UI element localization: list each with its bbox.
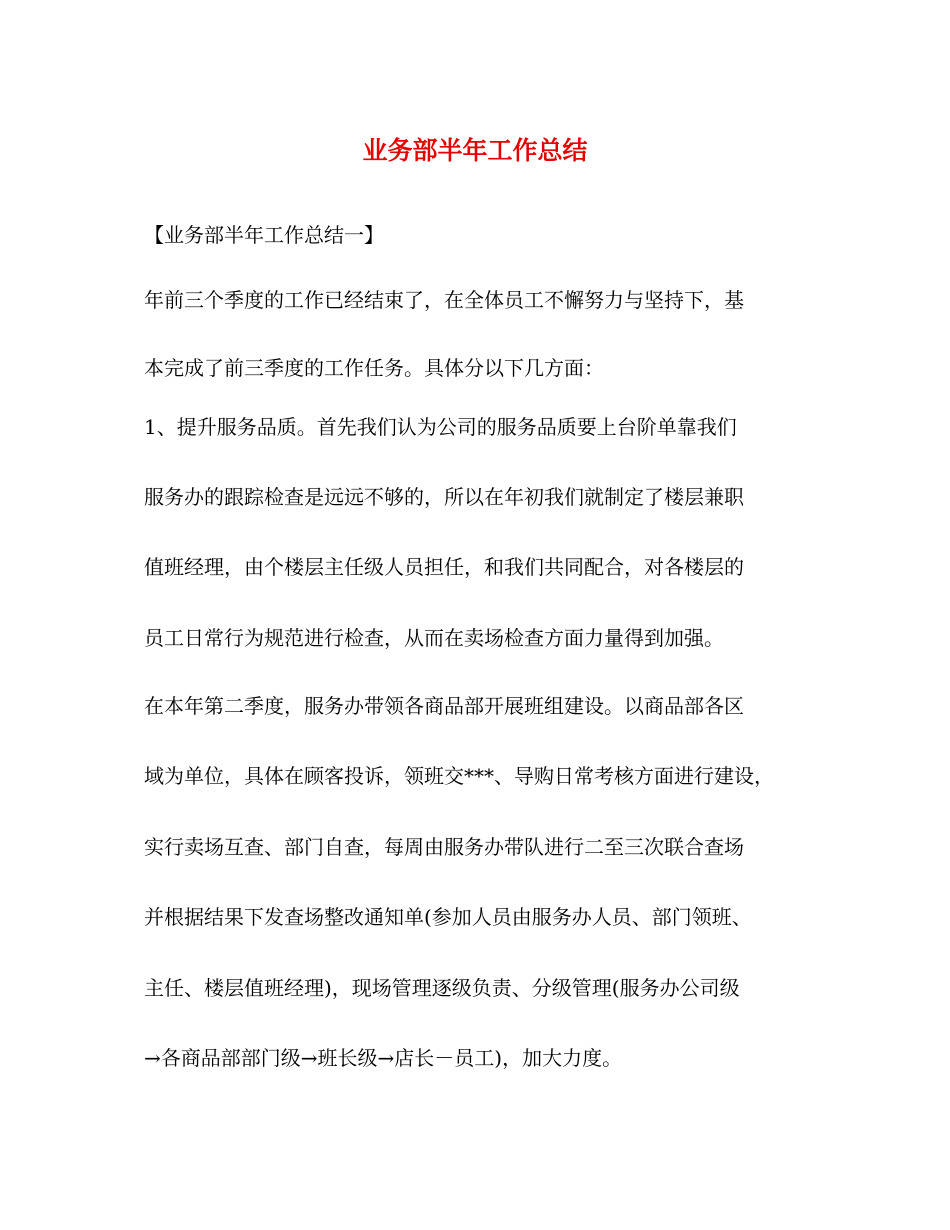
paragraph-line: 本完成了前三季度的工作任务。具体分以下几方面： [144,356,604,380]
paragraph-line: 主任、楼层值班经理)，现场管理逐级负责、分级管理(服务办公司级 [144,976,740,1000]
paragraph-line: 值班经理，由个楼层主任级人员担任，和我们共同配合，对各楼层的 [144,555,744,579]
paragraph-line: 并根据结果下发查场整改通知单(参加人员由服务办人员、部门领班、 [144,905,752,929]
section-heading: 【业务部半年工作总结一】 [144,223,384,247]
document-title: 业务部半年工作总结 [362,136,588,165]
paragraph-line: 年前三个季度的工作已经结束了，在全体员工不懈努力与坚持下，基 [144,288,744,312]
paragraph-line: 实行卖场互查、部门自查，每周由服务办带队进行二至三次联合查场 [144,835,744,859]
paragraph-line: 服务办的跟踪检查是远远不够的，所以在年初我们就制定了楼层兼职 [144,485,744,509]
paragraph-line: 在本年第二季度，服务办带领各商品部开展班组建设。以商品部各区 [144,694,744,718]
paragraph-line: 域为单位，具体在顾客投诉，领班交***、导购日常考核方面进行建设， [144,764,774,788]
paragraph-line: →各商品部部门级→班长级→店长－员工)，加大力度。 [144,1046,623,1070]
paragraph-line: 员工日常行为规范进行检查，从而在卖场检查方面力量得到加强。 [144,626,724,650]
paragraph-line: 1、提升服务品质。首先我们认为公司的服务品质要上台阶单靠我们 [144,415,737,439]
